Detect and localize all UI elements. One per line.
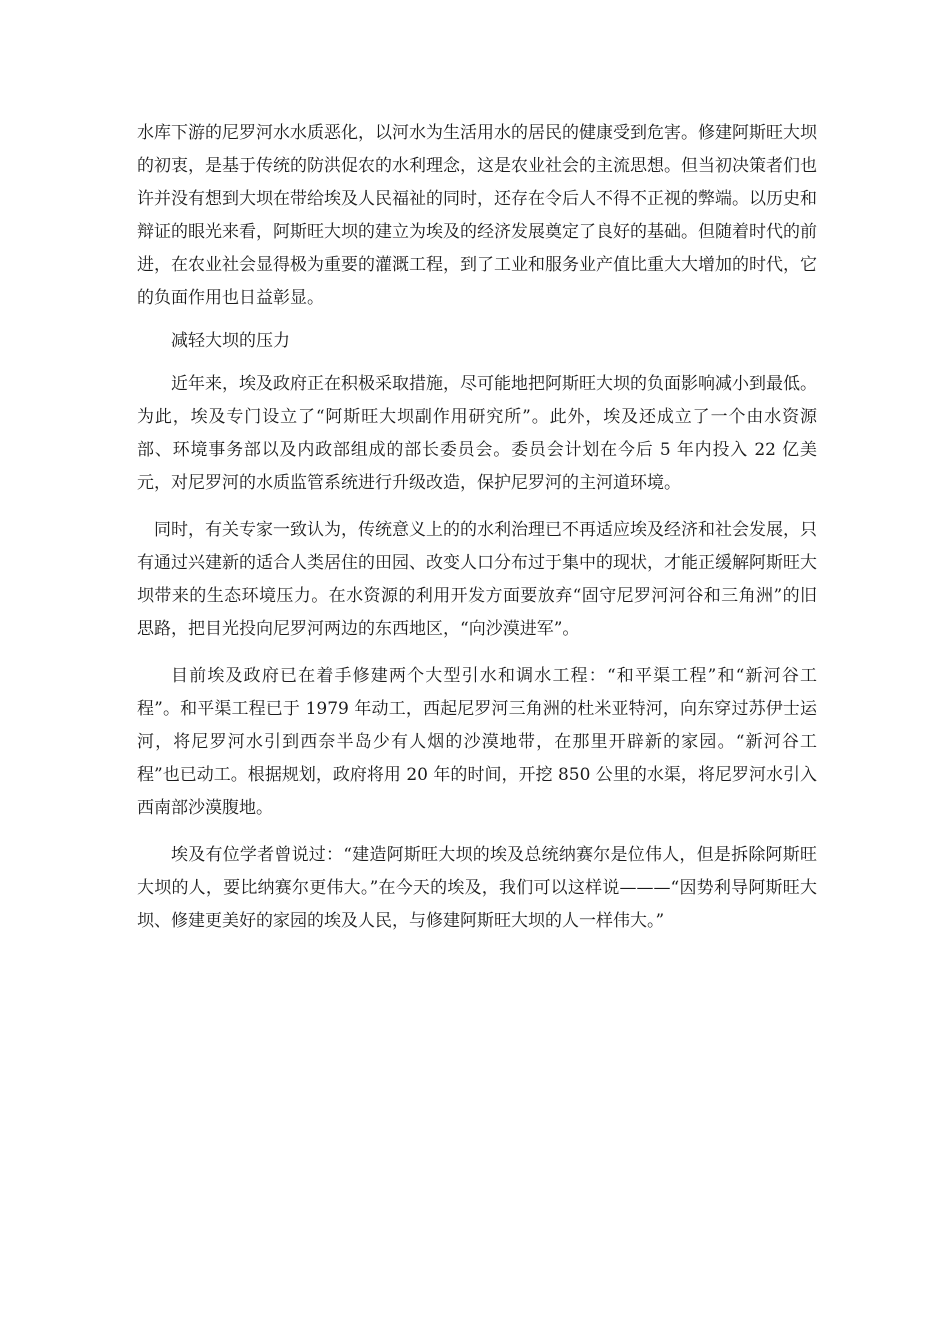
paragraph-dam-consequences: 水库下游的尼罗河水水质恶化，以河水为生活用水的居民的健康受到危害。修建阿斯旺大坝的初衷，是基于传统的防洪促农的水利理念，这是农业社会的主流思想。但当初决策者们也许并没有想到大坝在带给埃及人民福祉的同时，还存在令后人不得不正视的弊端。以历史和辩证的眼光来看，阿斯旺大坝的建立为埃及的经济发展奠定了良好的基础。但随着时代的前进，在农业社会显得极为重要的灌溉工程，到了工业和服务业产值比重大大增加的时代，它的负面作用也日益彰显。	[137, 123, 817, 308]
document-body	[137, 117, 817, 938]
section-heading-reduce-pressure: 减轻大坝的压力	[171, 331, 290, 351]
paragraph-government-measures: 近年来，埃及政府正在积极采取措施，尽可能地把阿斯旺大坝的负面影响减小到最低。为此，埃及专门设立了“阿斯旺大坝副作用研究所”。此外，埃及还成立了一个由水资源部、环境事务部以及内政部组成的部长委员会。委员会计划在今后 5 年内投入 22 亿美元，对尼罗河的水质监管系统进行升级改造，保护尼罗河的主河道环境。	[137, 374, 817, 493]
paragraph-scholar-quote: 埃及有位学者曾说过：“建造阿斯旺大坝的埃及总统纳赛尔是位伟人，但是拆除阿斯旺大坝的人，要比纳赛尔更伟大。”在今天的埃及，我们可以这样说———“因势利导阿斯旺大坝、修建更美好的家园的埃及人民，与修建阿斯旺大坝的人一样伟大。”	[137, 845, 817, 931]
paragraph-expert-opinion: 同时，有关专家一致认为，传统意义上的的水利治理已不再适应埃及经济和社会发展，只有通过兴建新的适合人类居住的田园、改变人口分布过于集中的现状，才能正缓解阿斯旺大坝带来的生态环境压力。在水资源的利用开发方面要放弃“固守尼罗河河谷和三角洲”的旧思路，把目光投向尼罗河两边的东西地区，“向沙漠进军”。	[137, 520, 817, 639]
paragraph-water-projects: 目前埃及政府已在着手修建两个大型引水和调水工程：“和平渠工程”和“新河谷工程”。和平渠工程已于 1979 年动工，西起尼罗河三角洲的杜米亚特河，向东穿过苏伊士运河，将尼罗河水引到西奈半岛少有人烟的沙漠地带，在那里开辟新的家园。“新河谷工程”也已动工。根据规划，政府将用 20 年的时间，开挖 850 公里的水渠，将尼罗河水引入西南部沙漠腹地。	[137, 666, 817, 818]
